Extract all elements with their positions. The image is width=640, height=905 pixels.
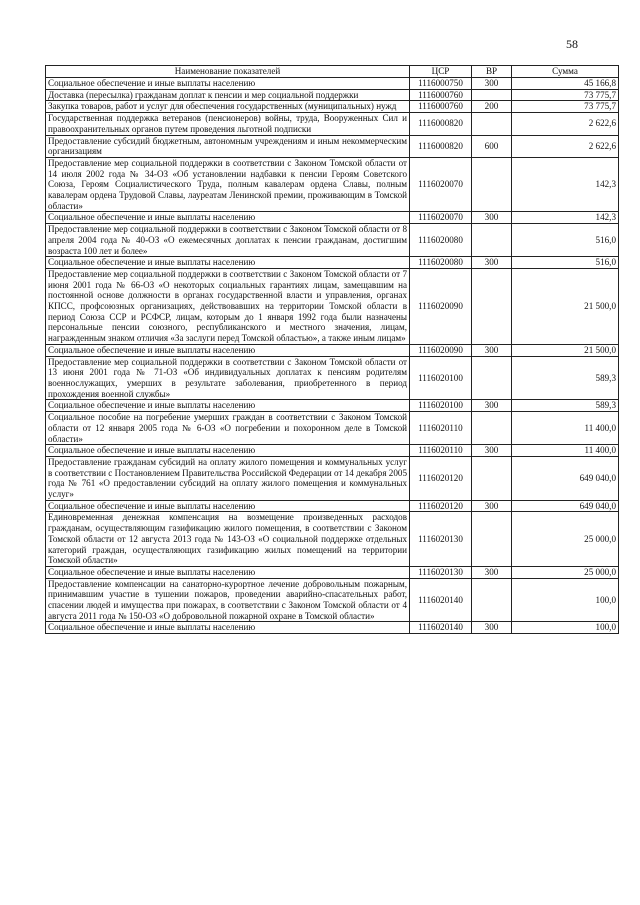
cell-name: Предоставление мер социальной поддержки в соответствии с Законом Томской области от 8 апреля 2004 года № 40-ОЗ «О ежемесячных доплатах к пенсии гражданам, достигшим возраста 100 лет и более» <box>46 224 410 257</box>
cell-name: Социальное обеспечение и иные выплаты населению <box>46 566 410 578</box>
table-row <box>46 157 619 212</box>
cell-csr: 1116000750 <box>410 78 472 90</box>
cell-vr: 300 <box>472 78 512 90</box>
cell-vr: 300 <box>472 445 512 457</box>
cell-vr: 300 <box>472 212 512 224</box>
cell-vr: 300 <box>472 257 512 269</box>
table-row <box>46 212 619 224</box>
table-row <box>46 101 619 113</box>
cell-vr <box>472 356 512 400</box>
table-row <box>46 578 619 622</box>
cell-sum: 100,0 <box>512 578 619 622</box>
cell-name: Социальное обеспечение и иные выплаты населению <box>46 344 410 356</box>
cell-sum: 2 622,6 <box>512 113 619 135</box>
table-header-row <box>46 66 619 78</box>
cell-sum: 11 400,0 <box>512 445 619 457</box>
cell-sum: 516,0 <box>512 257 619 269</box>
cell-csr: 1116020070 <box>410 212 472 224</box>
budget-table <box>45 65 619 634</box>
table-row <box>46 344 619 356</box>
cell-sum: 100,0 <box>512 622 619 634</box>
cell-sum: 11 400,0 <box>512 412 619 445</box>
cell-name: Социальное обеспечение и иные выплаты населению <box>46 400 410 412</box>
cell-vr <box>472 268 512 344</box>
cell-sum: 25 000,0 <box>512 566 619 578</box>
table-row <box>46 456 619 500</box>
cell-vr <box>472 157 512 212</box>
cell-vr: 300 <box>472 622 512 634</box>
cell-vr <box>472 89 512 101</box>
table-row <box>46 400 619 412</box>
table-row <box>46 412 619 445</box>
cell-csr: 1116000760 <box>410 89 472 101</box>
cell-sum: 73 775,7 <box>512 101 619 113</box>
cell-name: Социальное обеспечение и иные выплаты населению <box>46 257 410 269</box>
cell-vr: 300 <box>472 500 512 512</box>
header-vr: ВР <box>472 66 512 78</box>
cell-vr <box>472 578 512 622</box>
cell-csr: 1116020100 <box>410 356 472 400</box>
cell-csr: 1116020140 <box>410 578 472 622</box>
cell-name: Единовременная денежная компенсация на возмещение произведенных расходов гражданам, осуществляющим газификацию жилого помещения, в соответствии с Законом Томской области от 12 августа 2013 года № 143-ОЗ «О социальной поддержке отдельных категорий граждан, осуществляющих газификацию жилых помещений на территории Томской области» <box>46 512 410 567</box>
cell-sum: 142,3 <box>512 212 619 224</box>
cell-name: Социальное обеспечение и иные выплаты населению <box>46 622 410 634</box>
table-row <box>46 135 619 157</box>
cell-csr: 1116020080 <box>410 257 472 269</box>
cell-csr: 1116020080 <box>410 224 472 257</box>
cell-name: Государственная поддержка ветеранов (пенсионеров) войны, труда, Вооруженных Сил и правоохранительных органов путем проведения льготной подписки <box>46 113 410 135</box>
table-row <box>46 356 619 400</box>
cell-csr: 1116020130 <box>410 566 472 578</box>
cell-sum: 516,0 <box>512 224 619 257</box>
table-row <box>46 89 619 101</box>
cell-csr: 1116000820 <box>410 135 472 157</box>
cell-vr: 200 <box>472 101 512 113</box>
cell-name: Социальное обеспечение и иные выплаты населению <box>46 78 410 90</box>
cell-csr: 1116020140 <box>410 622 472 634</box>
cell-csr: 1116000760 <box>410 101 472 113</box>
cell-vr <box>472 412 512 445</box>
cell-name: Предоставление гражданам субсидий на оплату жилого помещения и коммунальных услуг в соответствии с Постановлением Правительства Российской Федерации от 14 декабря 2005 года № 761 «О предоставлении субсидий на оплату жилого помещения и коммунальных услуг» <box>46 456 410 500</box>
header-name: Наименование показателей <box>46 66 410 78</box>
table-row <box>46 224 619 257</box>
cell-csr: 1116020090 <box>410 344 472 356</box>
cell-vr: 300 <box>472 344 512 356</box>
cell-name: Предоставление мер социальной поддержки в соответствии с Законом Томской области от 7 июня 2001 года № 66-ОЗ «О некоторых социальных гарантиях лицам, замещавшим на постоянной основе должности в органах государственной власти и управления, органах КПСС, профсоюзных организациях, действовавших на территории Томской области в период Союза ССР и РСФСР, лицам, которым до 1 января 1992 года были назначены персональные пенсии союзного, республиканского и местного значения, лицам, награжденным знаком отличия «За заслуги перед Томской областью», а также иным лицам» <box>46 268 410 344</box>
cell-csr: 1116020110 <box>410 412 472 445</box>
cell-name: Доставка (пересылка) гражданам доплат к пенсии и мер социальной поддержки <box>46 89 410 101</box>
cell-sum: 73 775,7 <box>512 89 619 101</box>
cell-csr: 1116020120 <box>410 456 472 500</box>
cell-name: Социальное обеспечение и иные выплаты населению <box>46 445 410 457</box>
cell-csr: 1116020100 <box>410 400 472 412</box>
cell-sum: 649 040,0 <box>512 456 619 500</box>
table-row <box>46 78 619 90</box>
cell-csr: 1116020070 <box>410 157 472 212</box>
table-body <box>46 78 619 634</box>
table-row <box>46 268 619 344</box>
cell-csr: 1116020110 <box>410 445 472 457</box>
cell-vr: 300 <box>472 566 512 578</box>
cell-sum: 25 000,0 <box>512 512 619 567</box>
cell-name: Предоставление мер социальной поддержки в соответствии с Законом Томской области от 13 июня 2001 года № 71-ОЗ «Об индивидуальных доплатах к пенсиям родителям военнослужащих, умерших в результате заболевания, приобретенного в период прохождения военной службы» <box>46 356 410 400</box>
cell-vr <box>472 113 512 135</box>
cell-name: Предоставление субсидий бюджетным, автономным учреждениям и иным некоммерческим организациям <box>46 135 410 157</box>
cell-sum: 649 040,0 <box>512 500 619 512</box>
table-row <box>46 622 619 634</box>
cell-sum: 589,3 <box>512 356 619 400</box>
cell-vr <box>472 224 512 257</box>
table-row <box>46 512 619 567</box>
cell-sum: 2 622,6 <box>512 135 619 157</box>
cell-sum: 21 500,0 <box>512 268 619 344</box>
cell-vr: 600 <box>472 135 512 157</box>
header-csr: ЦСР <box>410 66 472 78</box>
cell-name: Социальное обеспечение и иные выплаты населению <box>46 212 410 224</box>
cell-sum: 589,3 <box>512 400 619 412</box>
table-row <box>46 257 619 269</box>
page-number: 58 <box>566 37 578 51</box>
cell-name: Социальное пособие на погребение умерших граждан в соответствии с Законом Томской области от 12 января 2005 года № 6-ОЗ «О погребении и похоронном деле в Томской области» <box>46 412 410 445</box>
cell-csr: 1116020120 <box>410 500 472 512</box>
cell-csr: 1116000820 <box>410 113 472 135</box>
cell-csr: 1116020130 <box>410 512 472 567</box>
cell-vr <box>472 512 512 567</box>
cell-sum: 142,3 <box>512 157 619 212</box>
header-sum: Сумма <box>512 66 619 78</box>
cell-name: Социальное обеспечение и иные выплаты населению <box>46 500 410 512</box>
cell-name: Предоставление компенсации на санаторно-курортное лечение добровольным пожарным, принимавшим участие в тушении пожаров, проведении аварийно-спасательных работ, спасении людей и имущества при пожарах, в соответствии с Законом Томской области от 4 августа 2011 года № 150-ОЗ «О добровольной пожарной охране в Томской области» <box>46 578 410 622</box>
cell-sum: 45 166,8 <box>512 78 619 90</box>
cell-csr: 1116020090 <box>410 268 472 344</box>
cell-vr: 300 <box>472 400 512 412</box>
table-row <box>46 445 619 457</box>
cell-name: Закупка товаров, работ и услуг для обеспечения государственных (муниципальных) нужд <box>46 101 410 113</box>
cell-sum: 21 500,0 <box>512 344 619 356</box>
table-row <box>46 113 619 135</box>
table-row <box>46 566 619 578</box>
cell-name: Предоставление мер социальной поддержки в соответствии с Законом Томской области от 14 июля 2002 года № 34-ОЗ «Об установлении надбавки к пенсии Героям Советского Союза, Героям Социалистического Труда, полным кавалерам ордена Славы, полным кавалерам ордена Трудовой Славы, лауреатам Ленинской премии, проживающим в Томской области» <box>46 157 410 212</box>
cell-vr <box>472 456 512 500</box>
table-row <box>46 500 619 512</box>
